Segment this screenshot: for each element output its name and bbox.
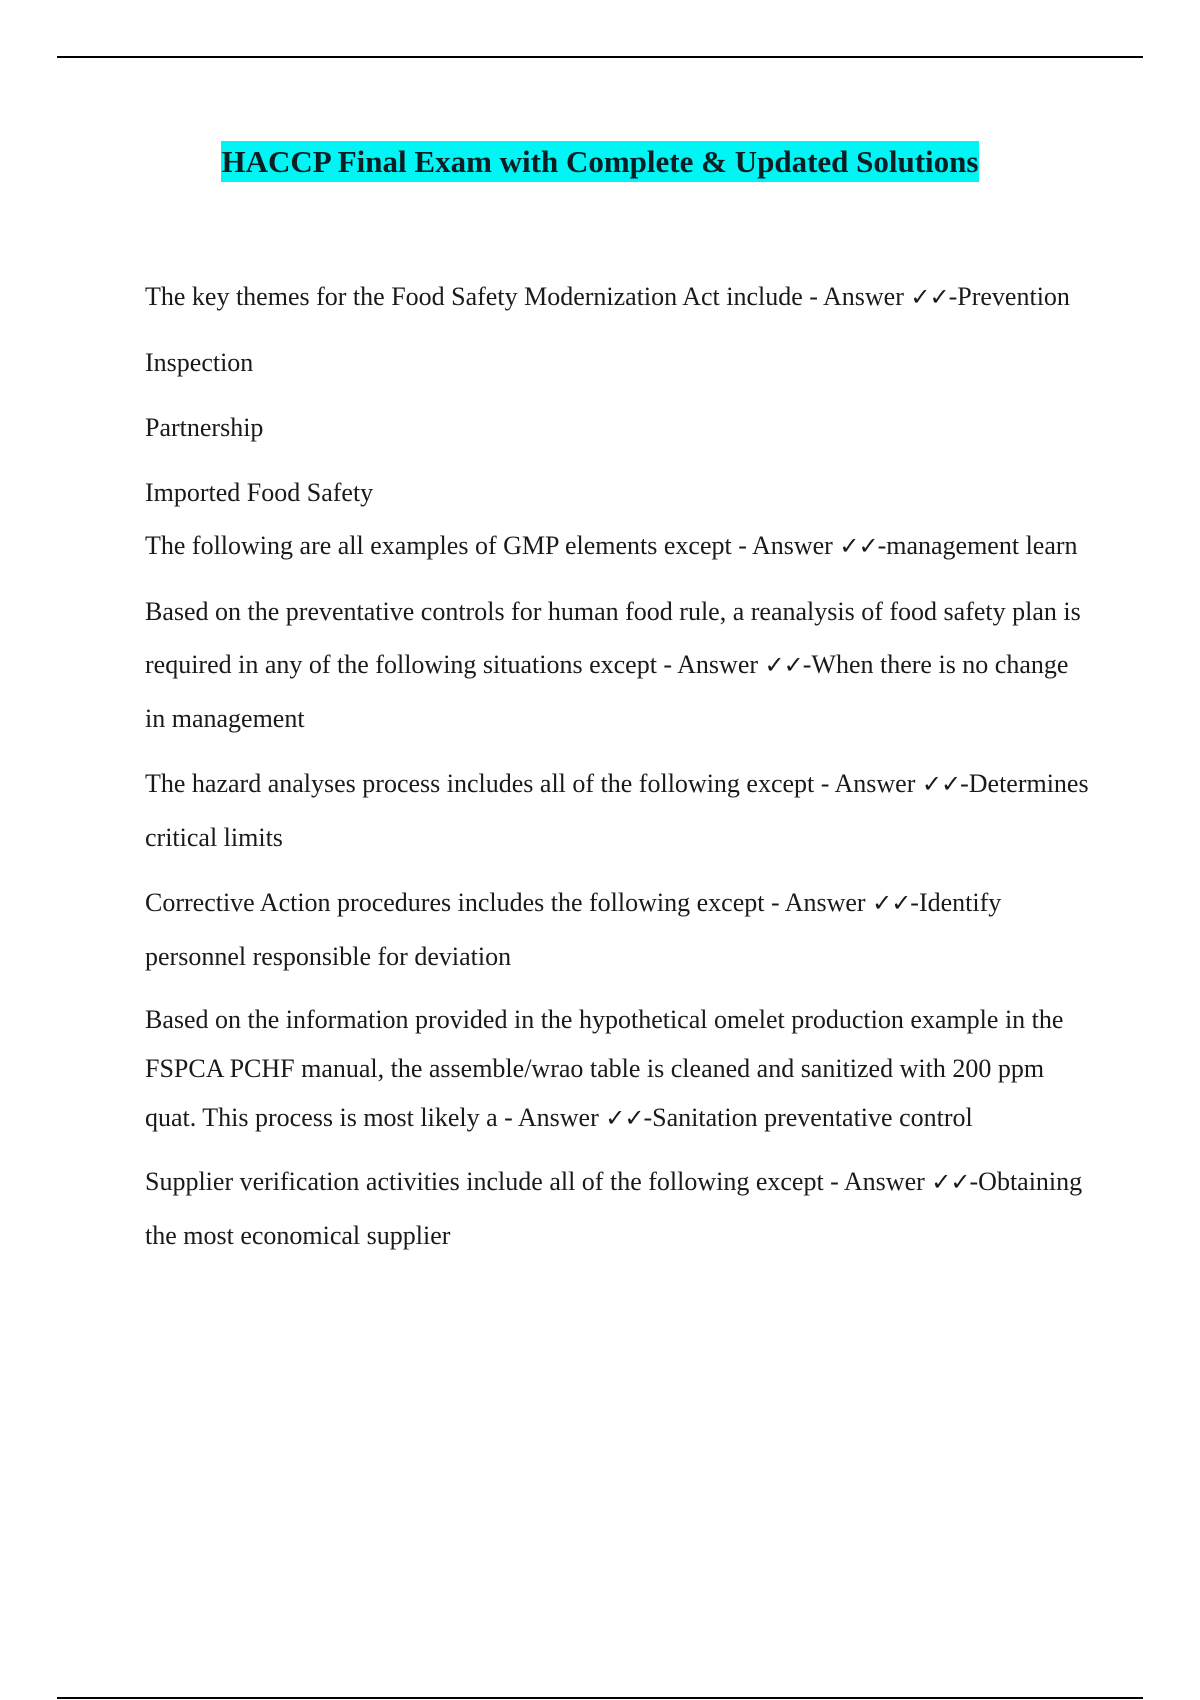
answer-label: Answer: [677, 650, 759, 679]
bottom-rule: [57, 1697, 1143, 1699]
answer-text: When there is no change in management: [145, 650, 1069, 733]
question-text: The key themes for the Food Safety Modernization Act include -: [145, 282, 823, 311]
qa-item-6: Based on the information provided in the hypothetical omelet production example in the FSPCA PCHF manual, the assemble/wrao table is cleaned and sanitized with 200 ppm quat. This process is most likely a - Answer ✓✓-Sanitation preventative control: [145, 1005, 1064, 1132]
top-rule: [57, 56, 1143, 58]
answer-label: Answer: [517, 1103, 599, 1132]
qa-item-3: Based on the preventative controls for human food rule, a reanalysis of food safety plan is required in any of the following situations except - Answer ✓✓-When there is no change in management: [145, 597, 1081, 733]
answer-text: Prevention: [957, 282, 1070, 311]
answer-label: Answer: [784, 888, 866, 917]
qa-list: [145, 270, 1095, 1262]
answer-label: Answer: [834, 769, 916, 798]
answer-label: Answer: [843, 1167, 925, 1196]
qa-item-7: Supplier verification activities include all of the following except - Answer ✓✓-Obtaining the most economical supplier: [145, 1167, 1083, 1250]
double-check-icon: ✓✓: [764, 651, 803, 679]
qa-item-4: The hazard analyses process includes all of the following except - Answer ✓✓-Determines critical limits: [145, 769, 1089, 852]
answer-label: Answer: [751, 531, 833, 560]
answer-text: Obtaining the most economical supplier: [145, 1167, 1083, 1250]
double-check-icon: ✓✓: [872, 889, 911, 917]
double-check-icon: ✓✓: [605, 1104, 644, 1132]
qa-item-2: The following are all examples of GMP elements except - Answer ✓✓-management learn: [145, 531, 1078, 560]
question-text: Based on the preventative controls for human food rule, a reanalysis of food safety plan is required in any of the following situations except -: [145, 597, 1081, 679]
title-block: [0, 141, 1200, 182]
qa-item-5: Corrective Action procedures includes the following except - Answer ✓✓-Identify personnel responsible for deviation: [145, 888, 1002, 971]
double-check-icon: ✓✓: [931, 1168, 970, 1196]
answer-text: Determines critical limits: [145, 769, 1089, 852]
answer-extra-line: Partnership: [145, 413, 264, 442]
answer-text: Sanitation preventative control: [652, 1103, 973, 1132]
answer-extra-line: Inspection: [145, 348, 254, 377]
qa-item-1: The key themes for the Food Safety Modernization Act include - Answer ✓✓-Prevention: [145, 282, 1070, 311]
question-text: Supplier verification activities include all of the following except -: [145, 1167, 844, 1196]
answer-text: management learn: [886, 531, 1078, 560]
question-text: The following are all examples of GMP elements except -: [145, 531, 752, 560]
document-title: HACCP Final Exam with Complete & Updated Solutions: [221, 141, 980, 182]
answer-text: Identify personnel responsible for deviation: [145, 888, 1002, 971]
double-check-icon: ✓✓: [839, 532, 878, 560]
double-check-icon: ✓✓: [910, 283, 949, 311]
answer-extra-line: Imported Food Safety: [145, 478, 374, 507]
question-text: Based on the information provided in the hypothetical omelet production example in the FSPCA PCHF manual, the assemble/wrao table is cleaned and sanitized with 200 ppm quat. This process is most likely a -: [145, 1005, 1064, 1132]
question-text: The hazard analyses process includes all of the following except -: [145, 769, 835, 798]
answer-label: Answer: [823, 282, 904, 311]
question-text: Corrective Action procedures includes the following except -: [145, 888, 785, 917]
double-check-icon: ✓✓: [921, 770, 961, 798]
